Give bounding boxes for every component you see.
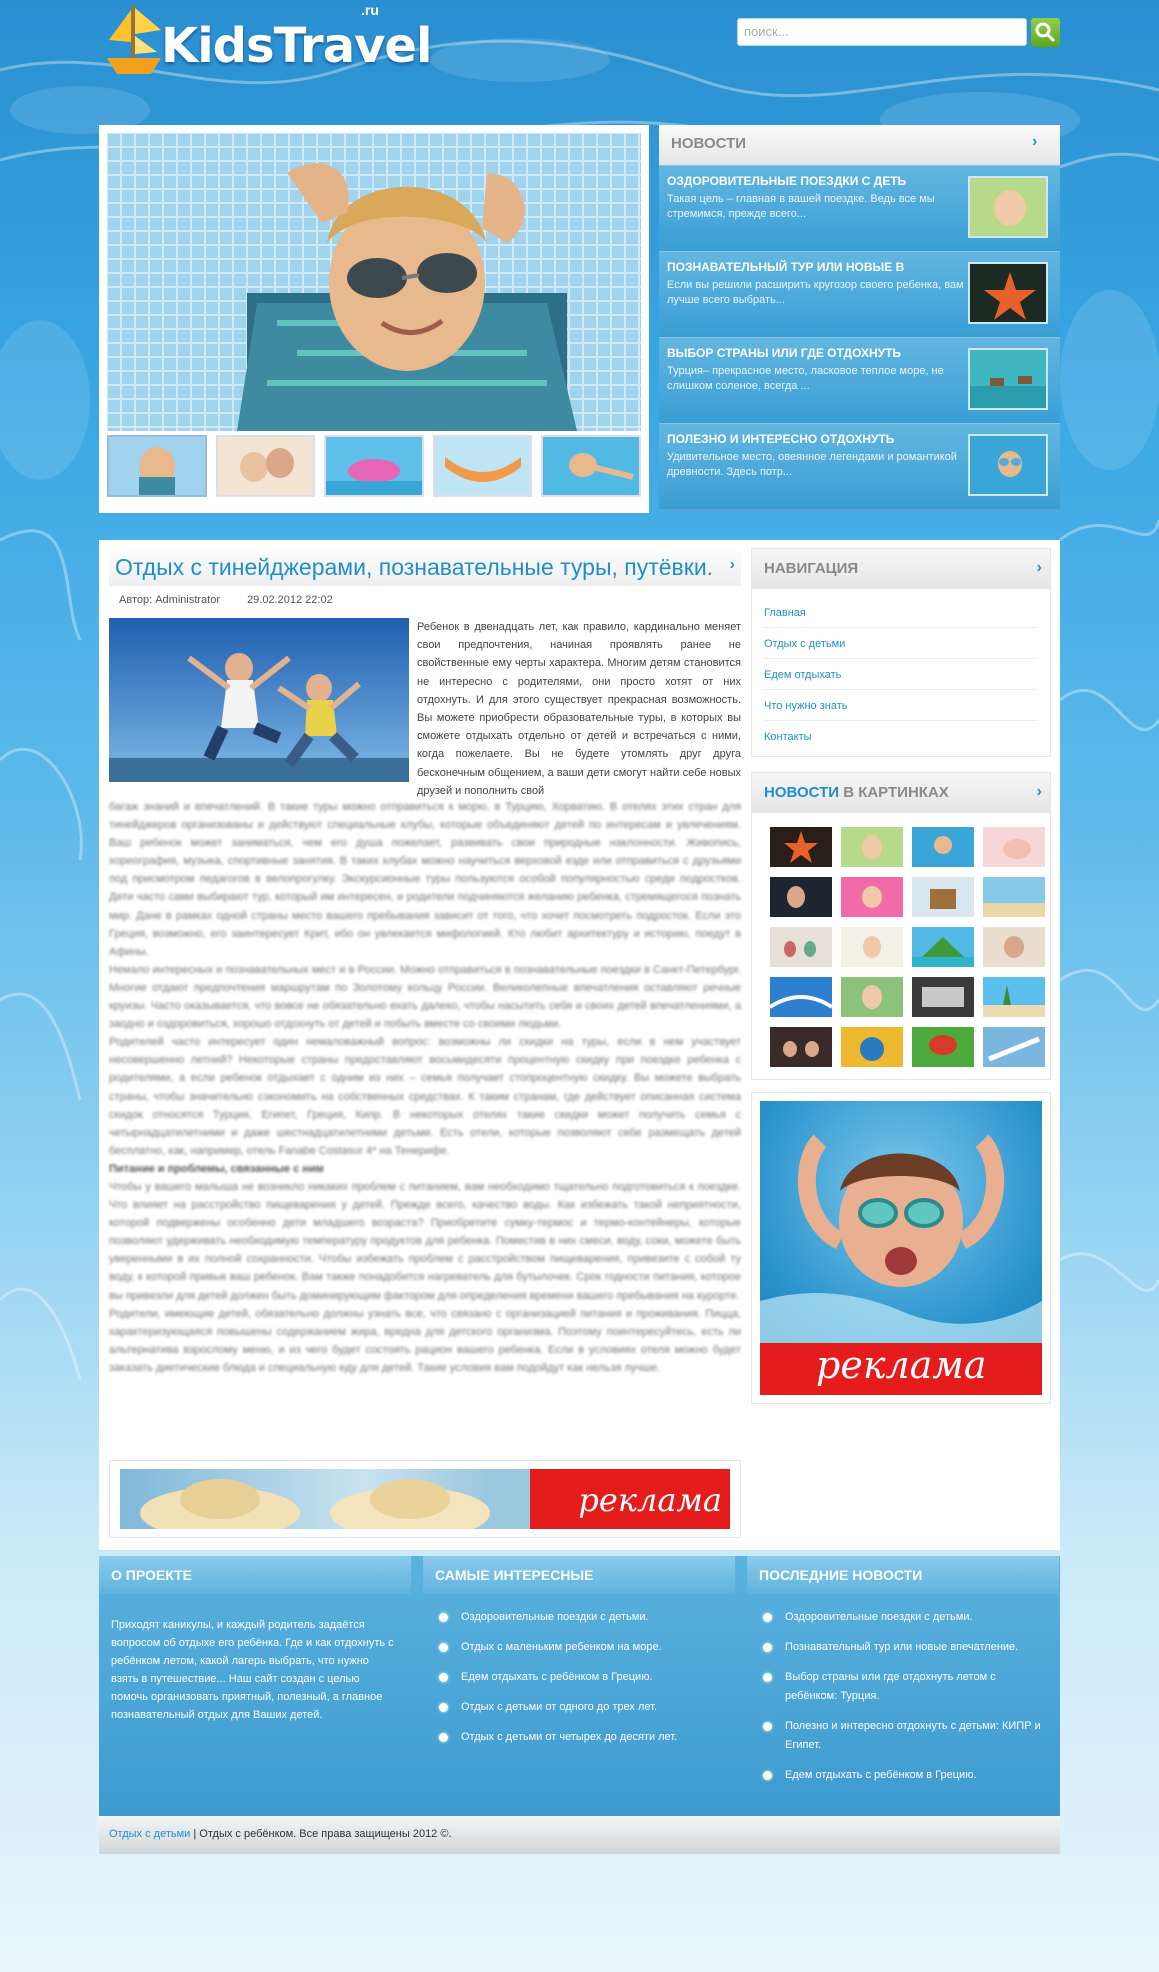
gallery-thumb[interactable] bbox=[983, 1027, 1045, 1067]
site-logo[interactable] bbox=[99, 0, 432, 82]
article-paragraph: Немало интересных и познавательных мест и в России. Можно отправиться в познавательные поездки в Санкт-Петербург. Многие отдают предпочтения маршрутам по Золотому кольцу России. Великолепные впечатления оставляют речные круизы. Часто оказывается, что вовсе не обязательно ехать далеко, чтобы насытить себя и своих детей впечатлениями, а заодно и оздоровиться, хорошо отдохнуть от детей и побыть вместе со своими людьми. bbox=[109, 963, 741, 1031]
article bbox=[109, 550, 741, 1374]
footer-latest-title: ПОСЛЕДНИЕ НОВОСТИ bbox=[747, 1556, 1059, 1594]
gallery-thumb[interactable] bbox=[983, 927, 1045, 967]
gallery-thumb[interactable] bbox=[841, 1027, 903, 1067]
logo-suffix: .ru bbox=[361, 2, 379, 18]
nav-item-tips[interactable]: Что нужно знать bbox=[764, 690, 1038, 721]
footer-link[interactable]: Отдых с маленьким ребенком на море. bbox=[435, 1638, 723, 1657]
banner-ad-label: реклама bbox=[578, 1481, 722, 1519]
slide-thumb-3[interactable] bbox=[324, 435, 424, 497]
footer-link[interactable]: Оздоровительные поездки с детьми. bbox=[435, 1608, 723, 1627]
gallery-thumb[interactable] bbox=[912, 877, 974, 917]
search-input[interactable]: поиск... bbox=[737, 18, 1027, 46]
news-item[interactable] bbox=[659, 165, 1060, 251]
navigation-title: НАВИГАЦИЯ bbox=[764, 560, 859, 577]
slide-thumb-4[interactable] bbox=[433, 435, 533, 497]
news-item-text: Если вы решили расширить кругозор своего ребенка, вам лучше всего выбрать... bbox=[667, 279, 964, 306]
gallery-thumb[interactable] bbox=[770, 1027, 832, 1067]
photo-gallery bbox=[752, 813, 1050, 1079]
photo-news-title-blue: НОВОСТИ bbox=[764, 784, 840, 801]
photo-news-box bbox=[751, 772, 1051, 1080]
photo-news-header bbox=[752, 773, 1050, 813]
article-paragraph: багаж знаний и впечатлений. В такие туры можно отправиться к морю, в Турцию, Хорватию. В отелях этих стран для тинейджеров организованы и действуют специальные клубы, которые объединяют детей по интересам и увлечениям. Ваш ребенок может заниматься, чем его душа пожелает, развивать свои природные наклонности. Живопись, хореография, музыка, спортивные занятия. В таких клубах можно научиться верховой езде или отправиться с друзьями под присмотром педагогов в велопрогулку. Экскурсионные туры пользуются особой популярностью среди подростков. Дети часто сами выбирают тур, который им интересен, и родители подчиняются желанию ребенка, стремящегося познать мир. Дане в рамках одной страны место вашего пребывания зависит от того, что хочет посмотреть подросток. Если это Греция, возможно, его заинтересует Крит, ибо он увлекается мифологией. Кто любит архитектуру и историю, поедут в Афины. bbox=[109, 801, 741, 958]
article-jumping-photo bbox=[109, 618, 409, 782]
main-slide-photo[interactable] bbox=[107, 133, 641, 431]
footer-link[interactable]: Отдых с детьми от четырех до десяти лет. bbox=[435, 1728, 723, 1747]
news-item-title[interactable]: ОЗДОРОВИТЕЛЬНЫЕ ПОЕЗДКИ С ДЕТЬ bbox=[667, 174, 907, 188]
navigation-box bbox=[751, 548, 1051, 757]
news-item-text: Турция– прекрасное место, ласковое теплое море, не слишком соленое, всегда ... bbox=[667, 365, 944, 392]
sunhat-photo bbox=[120, 1469, 530, 1529]
news-item-title[interactable]: ПОЗНАВАТЕЛЬНЫЙ ТУР ИЛИ НОВЫЕ В bbox=[667, 260, 905, 274]
gallery-thumb[interactable] bbox=[912, 827, 974, 867]
news-panel-header bbox=[659, 125, 1060, 165]
news-panel bbox=[659, 125, 1060, 513]
gallery-thumb[interactable] bbox=[770, 827, 832, 867]
chevron-right-icon[interactable]: › bbox=[1032, 133, 1038, 150]
news-thumb-swimmer-photo[interactable] bbox=[968, 434, 1048, 496]
gallery-thumb[interactable] bbox=[912, 977, 974, 1017]
news-item[interactable] bbox=[659, 251, 1060, 337]
copyright-bar bbox=[99, 1816, 1060, 1854]
slide-thumb-1[interactable] bbox=[107, 435, 207, 497]
boy-sunglasses-photo bbox=[107, 133, 641, 431]
article-author: Автор: Administrator bbox=[119, 594, 220, 606]
article-intro: Ребенок в двенадцать лет, как правило, кардинально меняет свои предпочтения, начиная проявлять ранее не свойственные ему черты характера. Многим детям становится не интересно с родителями, они просто хотят от них отдохнуть. И для этого существует прекрасная возможность. Вы можете приобрести образовательные туры, в которых вы сможете отдыхать отдельно от детей и встречаться с ними, когда пожелаете. Вы не будете утомлять друг друга бесконечным общением, а ваши дети смогут найти себе новых друзей и пополнить свой bbox=[417, 621, 741, 797]
nav-item-home[interactable]: Главная bbox=[764, 597, 1038, 628]
gallery-thumb[interactable] bbox=[983, 877, 1045, 917]
article-body bbox=[109, 798, 741, 1377]
footer-link[interactable]: Отдых с детьми от одного до трех лет. bbox=[435, 1698, 723, 1717]
gallery-thumb[interactable] bbox=[841, 827, 903, 867]
news-item-title[interactable]: ВЫБОР СТРАНЫ ИЛИ ГДЕ ОТДОХНУТЬ bbox=[667, 346, 902, 360]
gallery-thumb[interactable] bbox=[770, 927, 832, 967]
navigation-header bbox=[752, 549, 1050, 589]
footer-link[interactable]: Познавательный тур или новые впечатление. bbox=[759, 1638, 1047, 1657]
footer-link[interactable]: Едем отдыхать с ребёнком в Грецию. bbox=[435, 1668, 723, 1687]
footer-columns bbox=[99, 1556, 1060, 1816]
news-item[interactable] bbox=[659, 337, 1060, 423]
footer-interesting bbox=[423, 1556, 735, 1816]
footer-about bbox=[99, 1556, 411, 1816]
chevron-right-icon[interactable]: › bbox=[729, 556, 735, 573]
article-meta bbox=[119, 594, 741, 612]
chevron-right-icon[interactable]: › bbox=[1036, 783, 1042, 800]
news-thumb-baby-photo[interactable] bbox=[968, 176, 1048, 238]
news-thumb-starfish-photo[interactable] bbox=[968, 262, 1048, 324]
slide-thumb-5[interactable] bbox=[541, 435, 641, 497]
gallery-thumb[interactable] bbox=[841, 977, 903, 1017]
nav-item-vacation[interactable]: Едем отдыхать bbox=[764, 659, 1038, 690]
news-item-title[interactable]: ПОЛЕЗНО И ИНТЕРЕСНО ОТДОХНУТЬ bbox=[667, 432, 895, 446]
footer-interesting-title: САМЫЕ ИНТЕРЕСНЫЕ bbox=[423, 1556, 735, 1594]
search-icon bbox=[1031, 18, 1060, 47]
footer-latest bbox=[747, 1556, 1059, 1816]
article-paragraph: Чтобы у вашего малыша не возникло никаких проблем с питанием, вам необходимо тщательно подготовиться к поездке. Что влияет на расстройство пищеварения у детей. Прежде всего, качество воды. Как избежать такой неприятности, которой подвержены особенно дети младшего возраста? Приобретите сумку-термос и термо-контейнеры, которые позволяют удерживать необходимую температуру продуктов для ребенка. Поместив в них смеси, воду, соки, можете быть уверенными в их полной сохранности. Чтобы избежать проблем с расстройством пищеварения, привезите с собой ту воду, к которой привык ваш ребенок. Вам также понадобится нагреватель для бутылочек. Срок годности питания, которое вы привезли для детей должен быть доминирующим фактором для определения времени вашего пребывания на курорте. bbox=[109, 1180, 741, 1302]
gallery-thumb[interactable] bbox=[983, 977, 1045, 1017]
news-thumb-sea-photo[interactable] bbox=[968, 348, 1048, 410]
footer-about-text: Приходят каникулы, и каждый родитель задаётся вопросом об отдыхе его ребёнка. Где и как отдохнуть с ребёнком летом, какой лагерь выбрать, что нужно взять в путешествие... Наш сайт создан с целью помочь организовать приятный, полезный, а главное познавательный отдых для Ваших детей. bbox=[111, 1619, 394, 1721]
logo-text: KidsTravel bbox=[161, 18, 432, 74]
sidebar bbox=[751, 548, 1051, 757]
chevron-right-icon[interactable]: › bbox=[1036, 559, 1042, 576]
gallery-thumb[interactable] bbox=[983, 827, 1045, 867]
news-item[interactable] bbox=[659, 423, 1060, 509]
search-button[interactable] bbox=[1031, 18, 1060, 47]
article-subheading: Питание и проблемы, связанные с ним bbox=[109, 1162, 324, 1175]
slide-thumb-2[interactable] bbox=[216, 435, 316, 497]
footer-link[interactable]: Оздоровительные поездки с детьми. bbox=[759, 1608, 1047, 1627]
gallery-thumb[interactable] bbox=[912, 1027, 974, 1067]
photo-news-title-rest: В КАРТИНКАХ bbox=[839, 784, 949, 801]
gallery-thumb[interactable] bbox=[841, 927, 903, 967]
footer-link[interactable]: Едем отдыхать с ребёнком в Грецию. bbox=[759, 1766, 1047, 1785]
photo-slider bbox=[99, 125, 649, 513]
article-title[interactable]: Отдых с тинейджерами, познавательные туры, путёвки. bbox=[115, 554, 714, 580]
news-panel-title: НОВОСТИ bbox=[671, 135, 747, 152]
gallery-thumb[interactable] bbox=[912, 927, 974, 967]
ship-logo-icon bbox=[99, 0, 169, 82]
nav-item-contacts[interactable]: Контакты bbox=[764, 731, 812, 743]
article-title-bar bbox=[109, 550, 741, 586]
article-paragraph: Родителей часто интересует один немаловажный вопрос: возможны ли скидки на туры, если в нем участвует несовершенно летний? Некоторые страны предоставляют восьмидесяти процентную скидку при поездке ребенка с родителями, а если ребенок отдыхает с одним из них – семья получает стопроцентную скидку. Вы можете выбрать страны, чтобы значительно сэкономить на собственных средствах. К таким странам, где действует описанная система скидок относятся Турция, Египет, Греция, Кипр. В некоторых отелях такие скидки может получить семья с четырнадцатилетними и даже шестнадцатилетними детьми. Есть отели, которые позволяют себе размещать детей бесплатно, как, например, отель Fanabe Costasur 4* на Тенерифе. bbox=[109, 1036, 741, 1157]
news-item-text: Такая цель – главная в вашей поездке. Ведь все мы стремимся, прежде всего... bbox=[667, 193, 935, 220]
article-date: 29.02.2012 22:02 bbox=[247, 594, 333, 606]
gallery-thumb[interactable] bbox=[770, 977, 832, 1017]
footer-link[interactable]: Выбор страны или где отдохнуть летом с ребёнком: Турция. bbox=[759, 1668, 1047, 1706]
gallery-thumb[interactable] bbox=[841, 877, 903, 917]
copyright-link[interactable]: Отдых с детьми bbox=[109, 1828, 191, 1840]
ad-banner-side[interactable] bbox=[751, 1092, 1051, 1404]
side-ad-label: реклама bbox=[816, 1343, 987, 1387]
footer-link[interactable]: Полезно и интересно отдохнуть с детьми: КИПР и Египет. bbox=[759, 1717, 1047, 1755]
navigation-list bbox=[752, 589, 1050, 756]
ad-banner-wide[interactable] bbox=[109, 1460, 741, 1538]
gallery-thumb[interactable] bbox=[770, 877, 832, 917]
nav-item-kids-travel[interactable]: Отдых с детьми bbox=[764, 628, 1038, 659]
footer-about-title: О ПРОЕКТЕ bbox=[99, 1556, 411, 1594]
article-paragraph: Родители, имеющие детей, обязательно должны узнать все, что связано с организацией питания и проживания. Пицца, характеризующаяся повышены содержанием жира, вредна для детского организма. Поэтому поинтересуйтесь, есть ли альтернатива взрослому меню, и из чего будет состоять рацион вашего ребенка. Если в условиях отеля можно будет заказать диетические блюда и специальную еду для детей. Такие условия вам подойдут как нельзя лучше. bbox=[109, 1307, 741, 1374]
news-item-text: Удивительное место, овеянное легендами и романтикой древности. Здесь потр... bbox=[667, 451, 957, 478]
copyright-text: | Отдых с ребёнком. Все права защищены 2012 ©. bbox=[190, 1828, 452, 1840]
